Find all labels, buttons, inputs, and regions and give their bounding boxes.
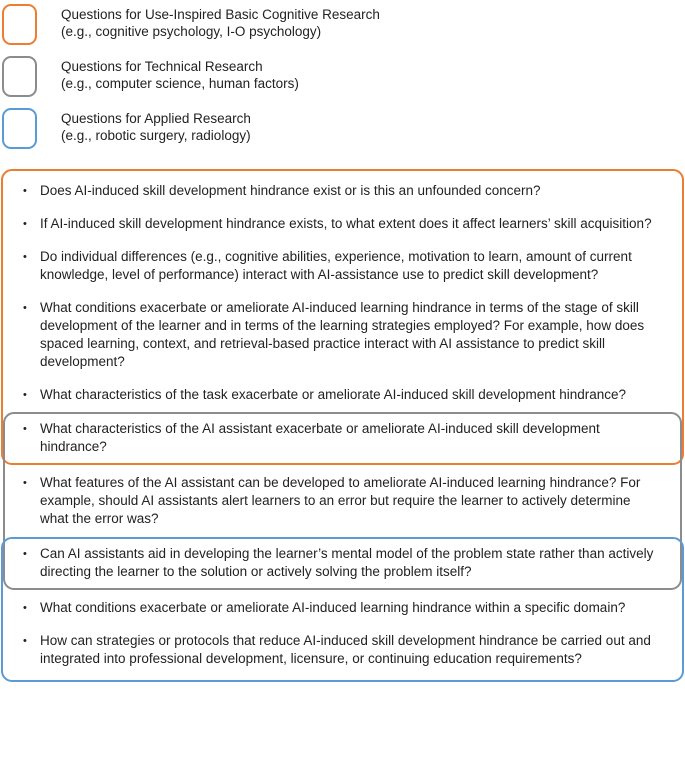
bullet-icon: •	[23, 635, 27, 647]
legend-label-line1: Questions for Use-Inspired Basic Cognitive Research	[61, 7, 380, 22]
legend-label	[61, 108, 251, 144]
legend-label-line1: Questions for Applied Research	[61, 111, 251, 126]
bullet-icon: •	[23, 602, 27, 614]
legend-swatch-use-inspired-basic	[2, 4, 37, 45]
question-item	[21, 420, 659, 456]
legend	[0, 0, 685, 149]
bullet-icon: •	[23, 218, 27, 230]
legend-label-line2: (e.g., cognitive psychology, I-O psychology)	[61, 24, 322, 39]
legend-item-technical	[2, 56, 685, 97]
legend-label-line2: (e.g., computer science, human factors)	[61, 76, 299, 91]
legend-item-applied	[2, 108, 685, 149]
legend-label	[61, 4, 380, 40]
question-text: Can AI assistants aid in developing the learner’s mental model of the problem state rather than actively directing the learner to the solution or actively solving the problem itself?	[40, 546, 654, 579]
legend-swatch-technical	[2, 56, 37, 97]
section-technical-only	[1, 465, 684, 537]
bullet-icon: •	[23, 185, 27, 197]
bullet-icon: •	[23, 251, 27, 263]
question-item	[21, 632, 659, 668]
legend-label-line2: (e.g., robotic surgery, radiology)	[61, 128, 251, 143]
question-item	[21, 386, 659, 404]
bullet-icon: •	[23, 477, 27, 489]
legend-item-use-inspired-basic	[2, 4, 685, 45]
bullet-icon: •	[23, 423, 27, 435]
question-item	[21, 299, 659, 371]
question-item	[21, 182, 659, 200]
bullet-icon: •	[23, 389, 27, 401]
question-text: What features of the AI assistant can be developed to ameliorate AI-induced learning hindrance? For example, should AI assistants alert learners to an error but require the learner to actively determine what the error was?	[40, 475, 641, 526]
question-text: How can strategies or protocols that reduce AI-induced skill development hindrance be carried out and integrated into professional development, licensure, or continuing education requirements?	[40, 633, 651, 666]
question-text: If AI-induced skill development hindrance exists, to what extent does it affect learners’ skill acquisition?	[40, 216, 652, 231]
section-technical-applied-overlap	[1, 537, 684, 590]
section-basic-technical-overlap	[1, 412, 684, 465]
question-item	[21, 599, 659, 617]
question-text: What characteristics of the task exacerbate or ameliorate AI-induced skill development hindrance?	[40, 387, 627, 402]
question-text: Does AI-induced skill development hindrance exist or is this an unfounded concern?	[40, 183, 541, 198]
question-item	[21, 545, 659, 581]
question-text: Do individual differences (e.g., cognitive abilities, experience, motivation to learn, amount of current knowledge, level of performance) interact with AI-assistance use to predict skill development?	[40, 249, 632, 282]
questions-panel	[1, 169, 684, 682]
question-text: What characteristics of the AI assistant exacerbate or ameliorate AI-induced skill development hindrance?	[40, 421, 600, 454]
bullet-icon: •	[23, 548, 27, 560]
bullet-icon: •	[23, 302, 27, 314]
question-item	[21, 248, 659, 284]
section-applied-only	[1, 590, 684, 682]
section-basic-only	[1, 169, 684, 412]
legend-label	[61, 56, 299, 92]
question-text: What conditions exacerbate or ameliorate AI-induced learning hindrance in terms of the stage of skill development of the learner and in terms of the learning strategies employed? For example, how does spaced learning, context, and retrieval-based practice interact with AI assistance to predict skill development?	[40, 300, 645, 369]
question-rows	[1, 169, 684, 682]
legend-label-line1: Questions for Technical Research	[61, 59, 263, 74]
question-item	[21, 215, 659, 233]
question-item	[21, 474, 659, 528]
legend-swatch-applied	[2, 108, 37, 149]
question-text: What conditions exacerbate or ameliorate AI-induced learning hindrance within a specific domain?	[40, 600, 626, 615]
